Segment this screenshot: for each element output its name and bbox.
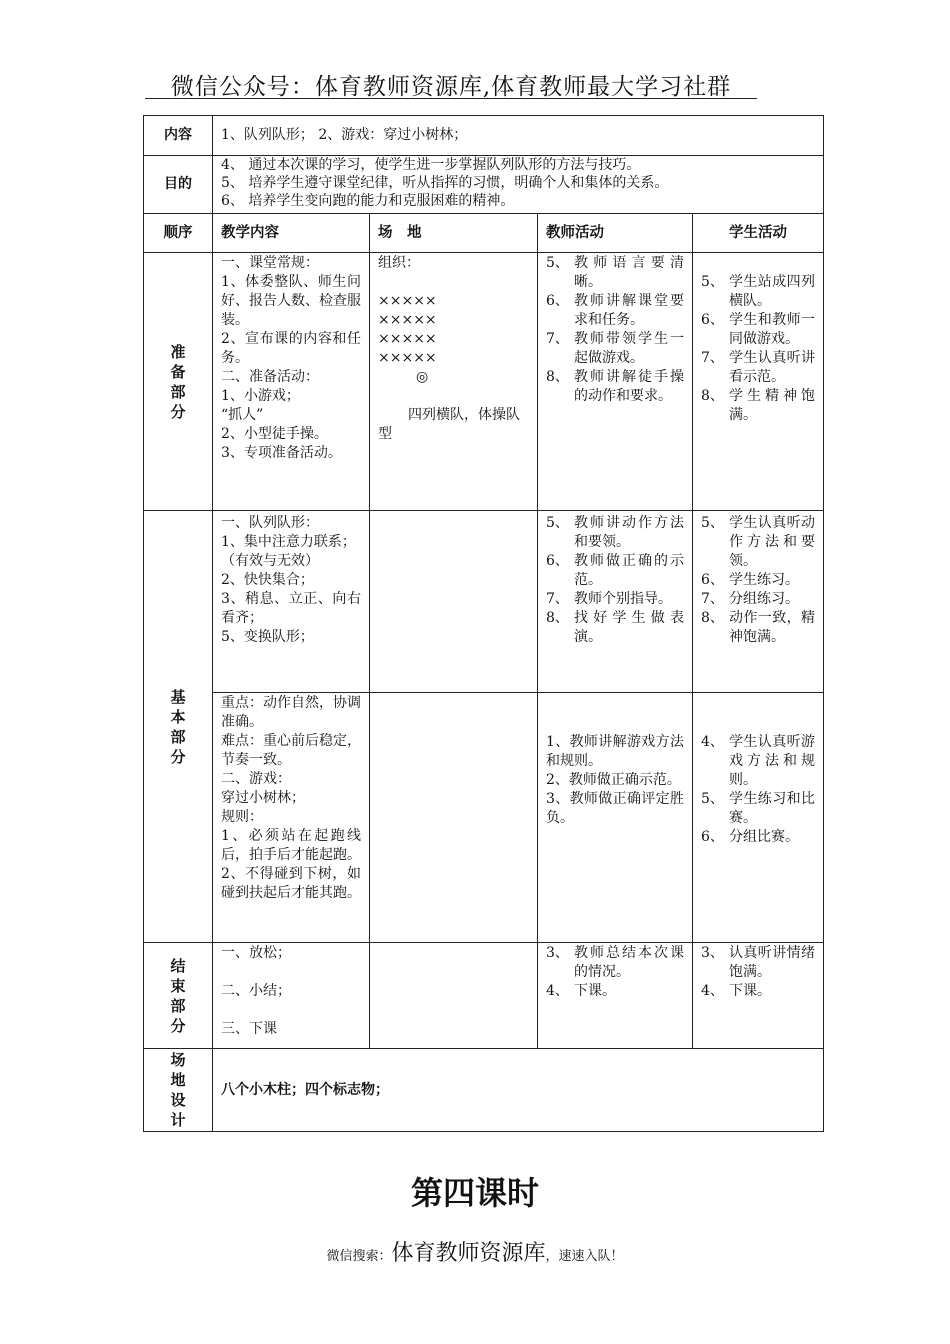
basic-content-a: 一、队列队形： 1、集中注意力联系； （有效与无效） 2、快快集合； 3、稍息、立正、向右看齐； 5、变换队形；: [213, 511, 370, 693]
formation-row: ×××××: [378, 293, 437, 309]
goal-label: 目的: [144, 156, 213, 214]
basic-student-a: 5、 学生认真听动作方法和要领。 6、 学生练习。 7、 分组练习。 8、 动作一致，精神饱满。: [693, 511, 824, 693]
prep-content: 一、课堂常规： 1、体委整队、师生问好、报告人数、检查服装。 2、宣布课的内容和任务。 二、准备活动： 1、小游戏； “抓人” 2、小型徒手操。 3、专项准备活动。: [213, 253, 370, 511]
goal-item: 6、 培养学生变向跑的能力和克服困难的精神。: [221, 193, 515, 209]
col-header-venue: 场 地: [370, 214, 538, 253]
formation-row: ×××××: [378, 350, 437, 366]
lesson-plan-table: [143, 115, 824, 1132]
content-text: 1、队列队形； 2、游戏：穿过小树林；: [213, 116, 824, 156]
basic-venue-b: [370, 693, 538, 943]
prep-teacher: 5、 教师语言要清晰。 6、 教师讲解课堂要求和任务。 7、 教师带领学生一起做游戏。 8、 教师讲解徒手操的动作和要求。: [538, 253, 693, 511]
goal-list: [213, 156, 824, 214]
col-header-teacher: 教师活动: [538, 214, 693, 253]
end-venue: [370, 943, 538, 1049]
basic-row-b: [144, 693, 824, 943]
footer-prefix: 微信搜索：: [326, 1249, 392, 1264]
basic-row-a: [144, 511, 824, 693]
basic-teacher-b: 1、教师讲解游戏方法和规则。 2、教师做正确示范。 3、教师做正确评定胜负。: [538, 693, 693, 943]
header-row: [144, 214, 824, 253]
design-label: 场 地 设 计: [144, 1049, 213, 1132]
basic-label: 基 本 部 分: [144, 511, 213, 943]
end-teacher: 3、 教师总结本次课的情况。 4、 下课。: [538, 943, 693, 1049]
col-header-content: 教学内容: [213, 214, 370, 253]
prep-label: 准 备 部 分: [144, 253, 213, 511]
page-footer: [0, 1236, 950, 1267]
teacher-position-icon: ◎: [416, 369, 429, 385]
design-row: [144, 1049, 824, 1132]
basic-venue-a: [370, 511, 538, 693]
basic-teacher-a: 5、 教师讲动作方法和要领。 6、 教师做正确的示范。 7、 教师个别指导。 8、 找好学生做表演。: [538, 511, 693, 693]
col-header-order: 顺序: [144, 214, 213, 253]
prep-venue: [370, 253, 538, 511]
goal-row: [144, 156, 824, 214]
header-divider: [145, 98, 757, 99]
page-header: 微信公众号：体育教师资源库,体育教师最大学习社群: [170, 74, 732, 100]
goal-item: 4、 通过本次课的学习，使学生进一步掌握队列队形的方法与技巧。: [221, 157, 641, 173]
goal-item: 5、 培养学生遵守课堂纪律，听从指挥的习惯，明确个人和集体的关系。: [221, 175, 669, 191]
basic-student-b: 4、 学生认真听游戏方法和规则。 5、 学生练习和比赛。 6、 分组比赛。: [693, 693, 824, 943]
end-student: 3、 认真听讲情绪饱满。 4、 下课。: [693, 943, 824, 1049]
prep-row: [144, 253, 824, 511]
col-header-student: 学生活动: [693, 214, 824, 253]
footer-main: 体育教师资源库: [391, 1241, 546, 1266]
lesson-title: 第四课时: [410, 1174, 539, 1212]
design-text: 八个小木柱；四个标志物；: [213, 1049, 824, 1132]
venue-org-label: 组织：: [378, 255, 420, 271]
content-row: [144, 116, 824, 156]
venue-note: 四列横队，体操队型: [378, 407, 520, 442]
end-label: 结 束 部 分: [144, 943, 213, 1049]
end-content: 一、放松； 二、小结； 三、下课: [213, 943, 370, 1049]
end-row: [144, 943, 824, 1049]
footer-suffix: ，速速入队！: [545, 1249, 624, 1264]
formation-row: ×××××: [378, 331, 437, 347]
prep-student: 5、 学生站成四列横队。 6、 学生和教师一同做游戏。 7、 学生认真听讲看示范。 8、 学生精神饱满。: [693, 253, 824, 511]
formation-row: ×××××: [378, 312, 437, 328]
content-label: 内容: [144, 116, 213, 156]
basic-content-b: 重点：动作自然，协调准确。 难点：重心前后稳定，节奏一致。 二、游戏： 穿过小树林； 规则： 1、必须站在起跑线后，拍手后才能起跑。 2、不得碰到下树，如碰到扶起后才能其跑。: [213, 693, 370, 943]
